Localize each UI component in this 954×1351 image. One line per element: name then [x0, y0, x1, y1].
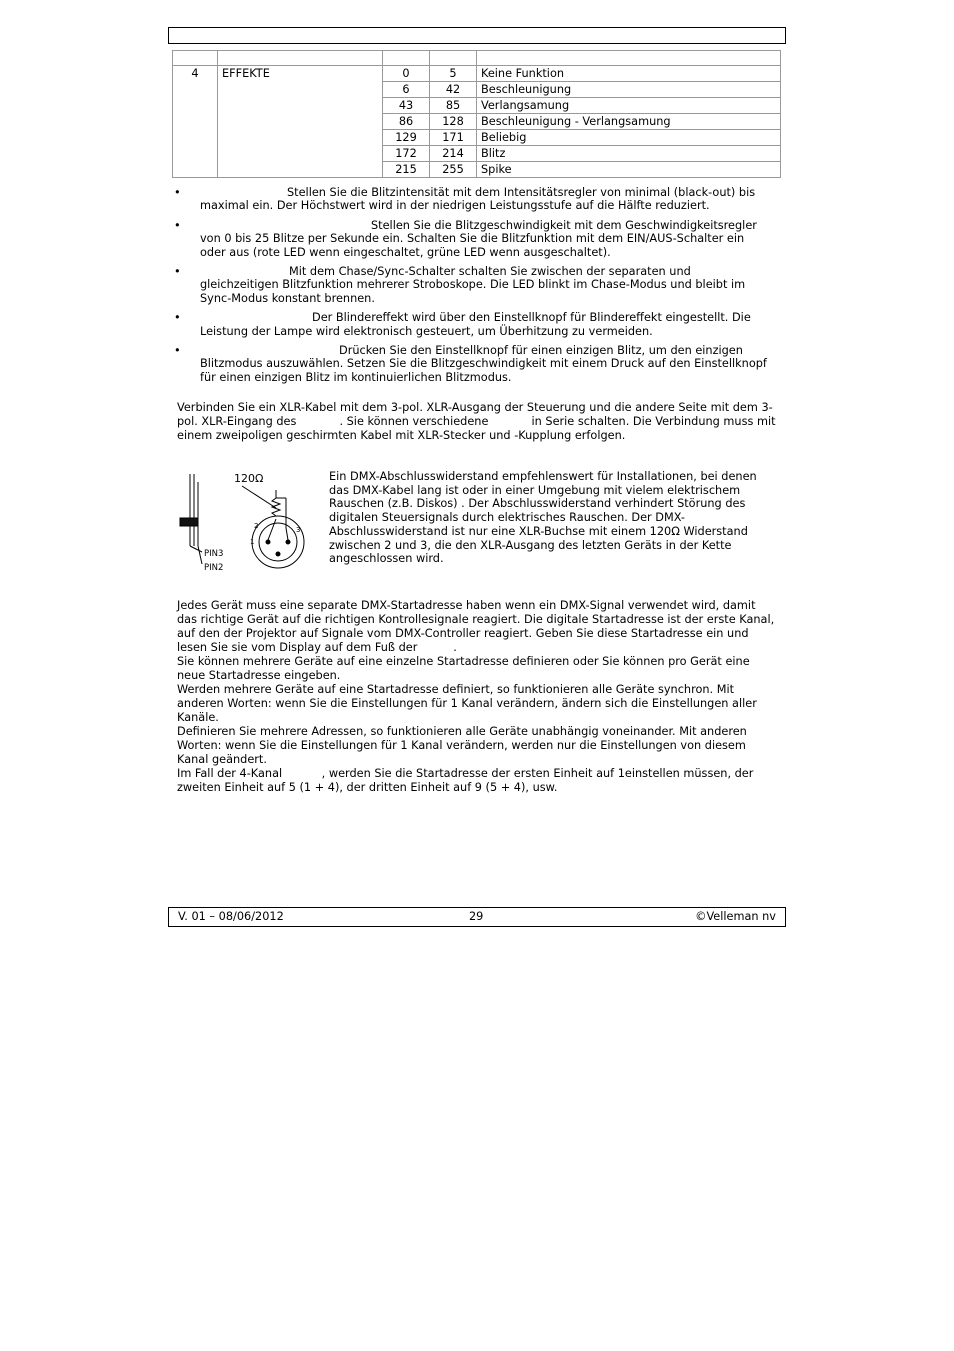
terminal-label-3: 3 — [296, 526, 301, 534]
address-paragraph: Definieren Sie mehrere Adressen, so funktionieren alle Geräte unabhängig voneinander. Mit anderen Worten: wenn Sie die Einstellungen für 1 Kanal verändern, werden nur die Einstellungen von diesem Kanal geändert. — [177, 725, 751, 766]
footer-version: V. 01 – 08/06/2012 — [178, 910, 284, 923]
bullet-symbol: • — [174, 344, 181, 358]
address-section — [177, 599, 777, 795]
pin3-label: PIN3 — [204, 549, 224, 559]
address-paragraph: Sie können mehrere Geräte auf eine einzelne Startadresse definieren oder Sie können pro Gerät eine neue Startadresse eingeben. — [177, 655, 754, 682]
xlr-socket-drawing — [242, 486, 304, 568]
terminal-label-2: 2 — [254, 522, 259, 530]
feature-bullet — [172, 186, 772, 213]
address-paragraph: Jedes Gerät muss eine separate DMX-Startadresse haben wenn ein DMX-Signal verwendet wird, damit das richtige Gerät auf die richtigen Kontrollesignale reagiert. Die digitale Startadresse ist der erste Kanal, auf den der Projektor auf Signale vom DMX-Controller reagiert. Geben Sie diese Startadresse ein und lesen Sie sie vom Display auf dem Fuß der . — [177, 599, 778, 654]
bullet-symbol: • — [174, 311, 181, 325]
range-from-cell: 43 — [383, 98, 430, 114]
header-cell — [218, 51, 383, 66]
function-cell: Verlangsamung — [477, 98, 781, 114]
range-from-cell: 0 — [383, 66, 430, 82]
range-to-cell: 214 — [430, 146, 477, 162]
function-cell: Spike — [477, 162, 781, 178]
function-cell: Keine Funktion — [477, 66, 781, 82]
range-from-cell: 215 — [383, 162, 430, 178]
page-header-box — [168, 27, 786, 44]
dmx-terminator-diagram — [176, 468, 326, 578]
dmx-channel-table — [172, 50, 781, 178]
footer-copyright: ©Velleman nv — [695, 910, 776, 923]
xlr-connection-text: Verbinden Sie ein XLR-Kabel mit dem 3-pol. XLR-Ausgang der Steuerung und die andere Seite mit dem 3-pol. XLR-Eingang des . Sie können verschiedene in Serie schalten. Die Verbindung muss mit einem zweipoligen geschirmten Kabel mit XLR-Stecker und -Kupplung erfolgen. — [177, 401, 780, 442]
range-to-cell: 85 — [430, 98, 477, 114]
channel-name-cell: EFFEKTE — [218, 66, 383, 178]
header-cell — [430, 51, 477, 66]
header-cell — [383, 51, 430, 66]
range-from-cell: 86 — [383, 114, 430, 130]
function-cell: Beschleunigung — [477, 82, 781, 98]
range-from-cell: 172 — [383, 146, 430, 162]
bullet-text: Stellen Sie die Blitzgeschwindigkeit mit dem Geschwindigkeitsregler von 0 bis 25 Blitze per Sekunde ein. Schalten Sie die Blitzfunktion mit dem EIN/AUS-Schalter ein oder aus (rote LED wenn eingeschaltet, grüne LED wenn ausgeschaltet). — [200, 218, 757, 259]
page-footer — [168, 907, 786, 927]
range-from-cell: 129 — [383, 130, 430, 146]
address-paragraph: Werden mehrere Geräte auf eine Startadresse definiert, so funktionieren alle Geräte synchron. Mit anderen Worten: wenn Sie die Einstellungen für 1 Kanal verändern, ändern sich die Einstellungen aller Kanäle. — [177, 683, 761, 724]
range-to-cell: 5 — [430, 66, 477, 82]
feature-bullet — [172, 265, 772, 305]
terminator-text: Ein DMX-Abschlusswiderstand empfehlenswert für Installationen, bei denen das DMX-Kabel lang ist oder in einer Umgebung mit vielem elektrischem Rauschen (z.B. Diskos) . Der Abschlusswiderstand verhindert Störung des digitalen Steuersignals durch elektrisches Rauschen. Der DMX-Abschlusswiderstand ist nur eine XLR-Buchse mit einem 120Ω Widerstand zwischen 2 und 3, die den XLR-Ausgang des letzten Geräts in der Kette angeschlossen wird. — [329, 470, 757, 566]
function-cell: Blitz — [477, 146, 781, 162]
terminator-paragraph — [329, 470, 769, 566]
header-cell — [173, 51, 218, 66]
bullet-text: Mit dem Chase/Sync-Schalter schalten Sie zwischen der separaten und gleichzeitigen Blitzfunktion mehrerer Stroboskope. Die LED blinkt im Chase-Modus und bleibt im Sync-Modus konstant brennen. — [200, 265, 746, 305]
range-to-cell: 128 — [430, 114, 477, 130]
footer-page-number: 29 — [469, 910, 484, 923]
feature-bullet — [172, 219, 772, 259]
bullet-text: Stellen Sie die Blitzintensität mit dem Intensitätsregler von minimal (black-out) bis maximal ein. Der Höchstwert wird in der niedrigen Leistungsstufe auf die Hälfte reduziert. — [200, 186, 756, 213]
xlr-connection-paragraph — [177, 401, 780, 443]
header-cell — [477, 51, 781, 66]
address-paragraph: Im Fall der 4-Kanal , werden Sie die Startadresse der ersten Einheit auf 1einstellen müssen, der zweiten Einheit auf 5 (1 + 4), der dritten Einheit auf 9 (5 + 4), usw. — [177, 767, 757, 794]
function-cell: Beliebig — [477, 130, 781, 146]
feature-bullet — [172, 311, 772, 338]
range-to-cell: 171 — [430, 130, 477, 146]
pin2-label: PIN2 — [204, 563, 224, 573]
channel-number-cell: 4 — [173, 66, 218, 178]
bullet-symbol: • — [174, 218, 181, 232]
feature-bullet-list — [172, 186, 772, 390]
bullet-symbol: • — [174, 186, 181, 199]
range-from-cell: 6 — [383, 82, 430, 98]
range-to-cell: 255 — [430, 162, 477, 178]
function-cell: Beschleunigung - Verlangsamung — [477, 114, 781, 130]
bullet-text: Der Blindereffekt wird über den Einstellknopf für Blindereffekt eingestellt. Die Leistung der Lampe wird elektronisch gesteuert, um Überhitzung zu vermeiden. — [200, 311, 751, 338]
bullet-text: Drücken Sie den Einstellknopf für einen einzigen Blitz, um den einzigen Blitzmodus auszuwählen. Setzen Sie die Blitzgeschwindigkeit mit einem Druck auf den Einstellknopf für einen einzigen Blitz im kontinuierlichen Blitzmodus. — [200, 344, 767, 384]
resistor-label: 120Ω — [234, 472, 264, 485]
range-to-cell: 42 — [430, 82, 477, 98]
xlr-cable-drawing — [180, 474, 202, 564]
terminal-label-1: 1 — [250, 538, 255, 546]
table-header-row — [173, 51, 781, 66]
bullet-symbol: • — [174, 265, 181, 279]
table-row — [173, 66, 781, 82]
feature-bullet — [172, 344, 772, 384]
